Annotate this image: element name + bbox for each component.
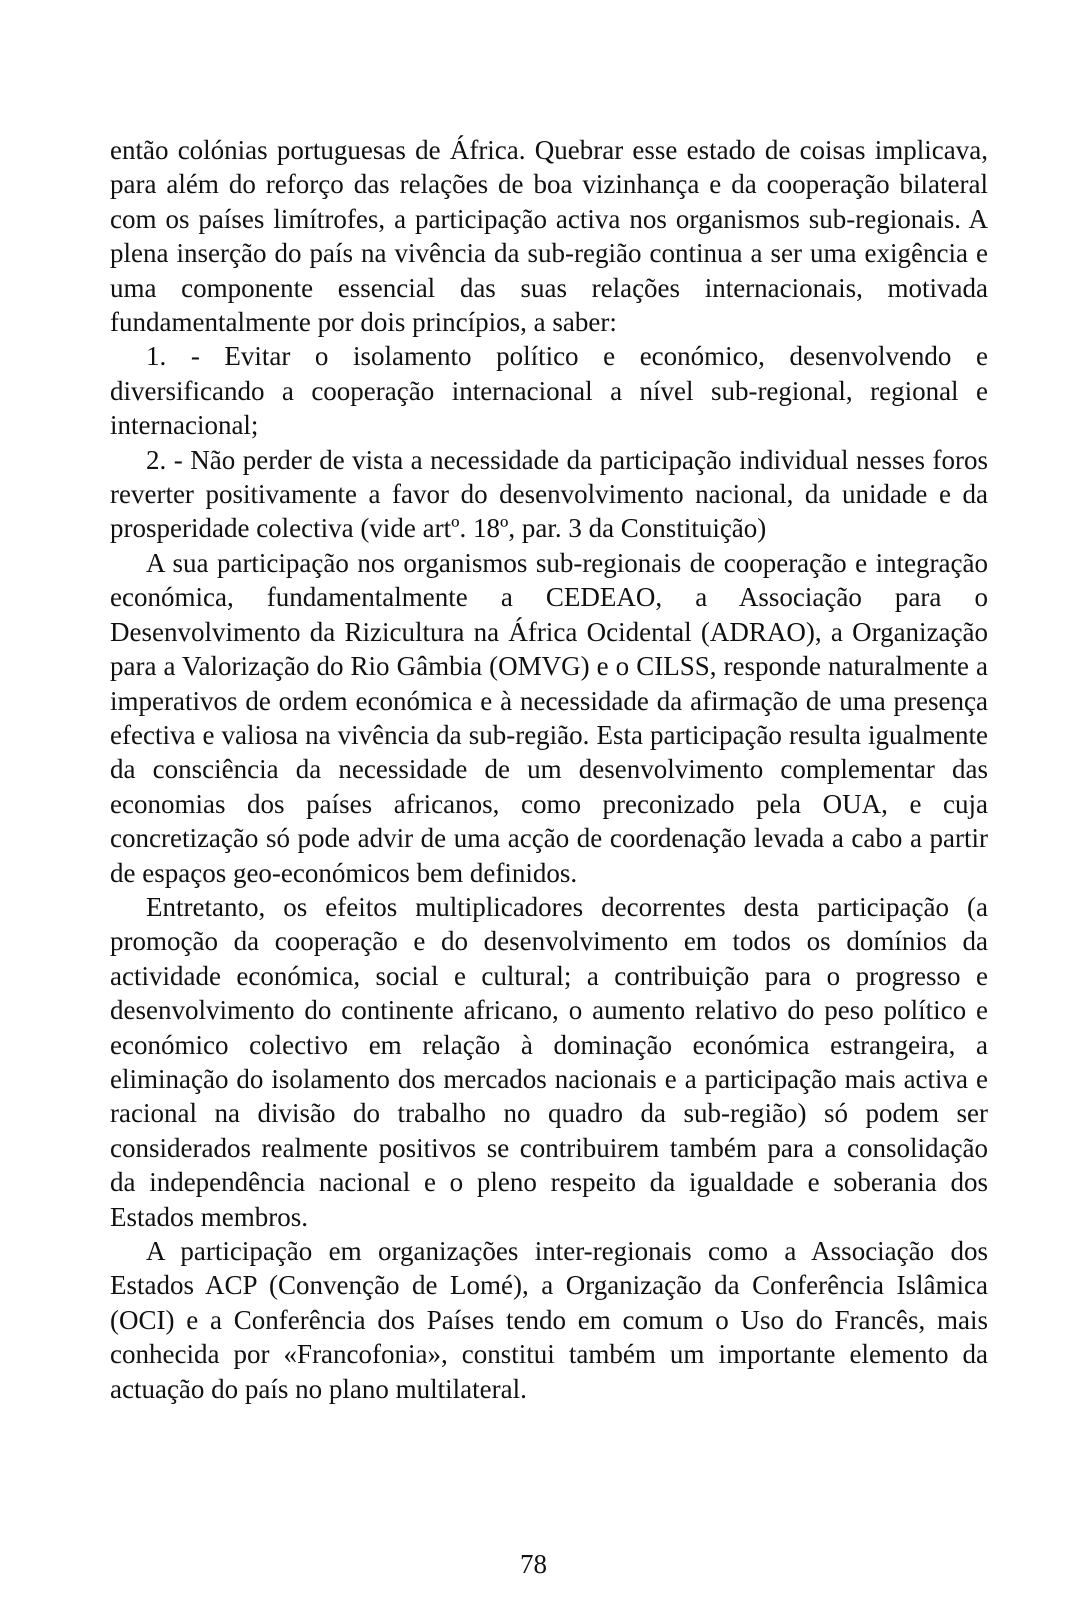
- paragraph-multiplier-effects: Entretanto, os efeitos multiplicadores decorrentes desta participação (a promoção da cooperação e do desenvolvimento em todos os domínios da actividade económica, social e cultural; a contribuição para o progresso e desenvolvimento do continente africano, o aumento relativo do peso político e económico colectivo em relação à dominação económica estrangeira, a eliminação do isolamento dos mercados nacionais e a participação mais activa e racional na divisão do trabalho no quadro da sub-região) só podem ser considerados realmente positivos se contribuirem também para a consolidação da independência nacional e o pleno respeito da igualdade e soberania dos Estados membros.: [110, 891, 988, 1232]
- paragraph-continuation: então colónias portuguesas de África. Quebrar esse estado de coisas implicava, para além do reforço das relações de boa vizinhança e da cooperação bilateral com os países limítrofes, a participação activa nos organismos sub-regionais. A plena inserção do país na vivência da sub-região continua a ser uma exigência e uma componente essencial das suas relações internacionais, motivada fundamentalmente por dois princípios, a saber:: [110, 135, 988, 338]
- paragraph-principle-1: 1. - Evitar o isolamento político e económico, desenvolvendo e diversificando a cooperação internacional a nível sub-regional, regional e internacional;: [110, 341, 988, 441]
- paragraph-principle-2: 2. - Não perder de vista a necessidade da participação individual nesses foros reverter positivamente a favor do desenvolvimento nacional, da unidade e da prosperidade colectiva (vide artº. 18º, par. 3 da Constituição): [110, 444, 988, 544]
- page-number: 78: [520, 1549, 547, 1579]
- body-text: [110, 133, 988, 1406]
- paragraph-interregional-organizations: A participação em organizações inter-regionais como a Associação dos Estados ACP (Convenção de Lomé), a Organização da Conferência Islâmica (OCI) e a Conferência dos Países tendo em comum o Uso do Francês, mais conhecida por «Francofonia», constitui também um importante elemento da actuação do país no plano multilateral.: [110, 1236, 988, 1404]
- paragraph-subregional-organisms: A sua participação nos organismos sub-regionais de cooperação e integração económica, fundamentalmente a CEDEAO, a Associação para o Desenvolvimento da Rizicultura na África Ocidental (ADRAO), a Organização para a Valorização do Rio Gâmbia (OMVG) e o CILSS, responde naturalmente a imperativos de ordem económica e à necessidade da afirmação de uma presença efectiva e valiosa na vivência da sub-região. Esta participação resulta igualmente da consciência da necessidade de um desenvolvimento complementar das economias dos países africanos, como preconizado pela OUA, e cuja concretização só pode advir de uma acção de coordenação levada a cabo a partir de espaços geo-económicos bem definidos.: [110, 547, 988, 888]
